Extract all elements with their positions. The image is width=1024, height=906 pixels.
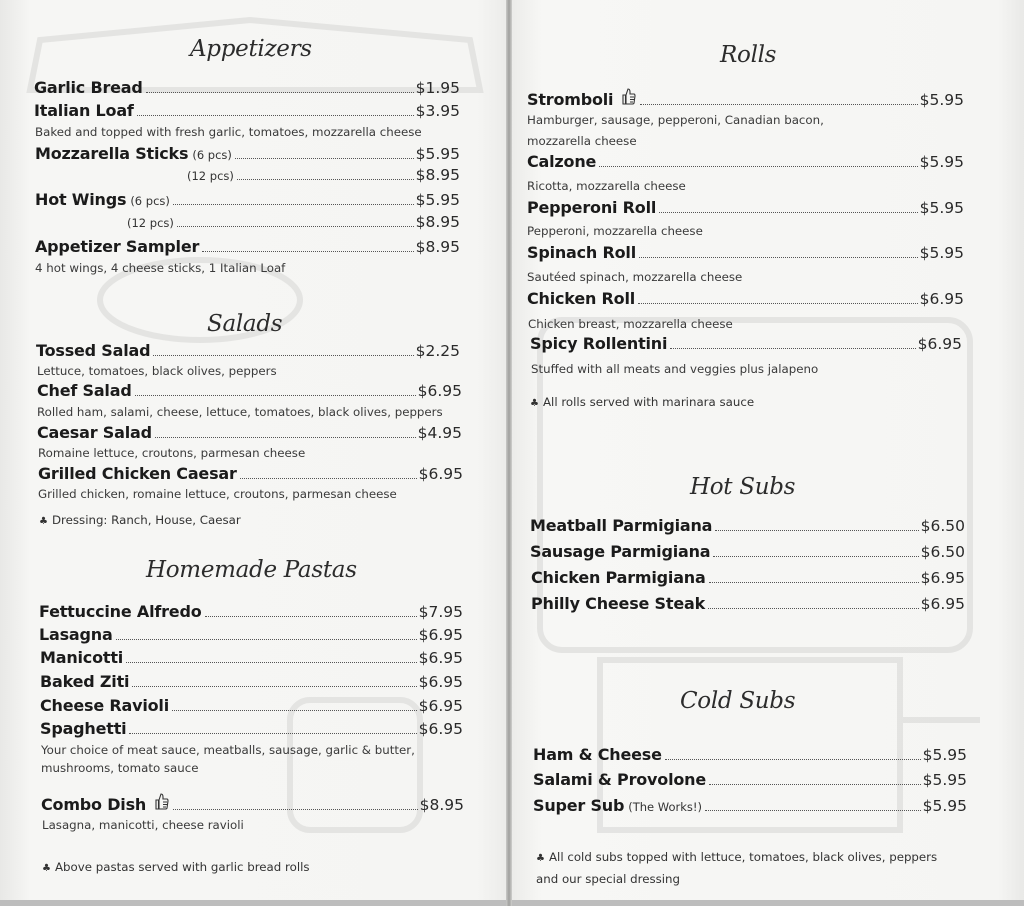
- leader-dots: [173, 809, 418, 810]
- item-name: Lasagna: [39, 625, 113, 644]
- item-name: Super Sub: [533, 796, 625, 815]
- item-price: $6.95: [917, 335, 962, 353]
- menu-item-garlic-bread: [34, 78, 460, 97]
- leader-dots: [153, 355, 413, 356]
- item-description: Baked and topped with fresh garlic, tomatoes, mozzarella cheese: [35, 125, 422, 139]
- leader-dots: [709, 582, 919, 583]
- item-price: $6.50: [920, 517, 965, 535]
- item-description: Ricotta, mozzarella cheese: [527, 179, 686, 193]
- menu-item-sausage-parmigiana: [530, 542, 965, 561]
- leader-dots: [116, 639, 417, 640]
- menu-item-fettuccine-alfredo: [39, 602, 463, 621]
- leader-dots: [715, 530, 918, 531]
- item-name: Mozzarella Sticks: [35, 144, 189, 163]
- leader-dots: [708, 608, 919, 609]
- note-text: Above pastas served with garlic bread rolls: [54, 860, 310, 874]
- leader-dots: [137, 115, 414, 116]
- item-name: Chicken Parmigiana: [531, 568, 706, 587]
- item-qty: (12 pcs): [127, 216, 174, 230]
- leader-dots: [235, 158, 414, 159]
- leader-dots: [713, 556, 918, 557]
- item-price: $3.95: [415, 102, 460, 120]
- menu-item-appetizer-sampler: [35, 237, 460, 256]
- item-name: Manicotti: [40, 648, 124, 667]
- menu-item-manicotti: [40, 648, 463, 667]
- menu-item-italian-loaf: [34, 101, 460, 120]
- salads-note: [39, 510, 241, 532]
- item-price: $6.95: [418, 720, 463, 738]
- leader-dots: [709, 784, 921, 785]
- item-qty: (The Works!): [628, 800, 702, 814]
- item-qty: (12 pcs): [187, 169, 234, 183]
- menu-item-chef-salad: [37, 381, 462, 400]
- item-description: Lettuce, tomatoes, black olives, peppers: [37, 364, 277, 378]
- item-name: Baked Ziti: [40, 672, 130, 691]
- leader-dots: [638, 303, 918, 304]
- item-name: Tossed Salad: [36, 341, 151, 360]
- thumbs-up-icon: [153, 792, 170, 811]
- item-price: $6.95: [418, 649, 463, 667]
- rolls-note: [530, 392, 754, 414]
- item-name: Chef Salad: [37, 381, 132, 400]
- item-name: Chicken Roll: [527, 289, 636, 308]
- item-price: $5.95: [922, 746, 967, 764]
- leader-dots: [177, 226, 414, 227]
- menu-item-chicken-parmigiana: [531, 568, 965, 587]
- leader-dots: [240, 478, 417, 479]
- item-price: $5.95: [919, 199, 964, 217]
- leader-dots: [599, 166, 917, 167]
- item-description: Hamburger, sausage, pepperoni, Canadian bacon,: [527, 113, 824, 127]
- leader-dots: [172, 710, 417, 711]
- menu-item-mozzarella-sticks-large: [183, 166, 460, 184]
- leader-dots: [639, 257, 918, 258]
- item-qty: (6 pcs): [130, 194, 170, 208]
- cold-subs-heading: Cold Subs: [680, 688, 796, 714]
- item-name: Salami & Provolone: [533, 770, 707, 789]
- menu-item-meatball-parmigiana: [530, 516, 965, 535]
- leader-dots: [132, 686, 416, 687]
- item-description: 4 hot wings, 4 cheese sticks, 1 Italian Loaf: [35, 261, 286, 275]
- item-name: Garlic Bread: [34, 78, 143, 97]
- menu-item-spicy-rollentini: [530, 334, 962, 353]
- item-price: $5.95: [415, 191, 460, 209]
- menu-item-lasagna: [39, 625, 463, 644]
- menu-item-hot-wings-large: [123, 213, 460, 231]
- item-price: $8.95: [415, 238, 460, 256]
- menu-item-ham-cheese: [533, 745, 967, 764]
- item-name: Philly Cheese Steak: [531, 594, 706, 613]
- item-name: Pepperoni Roll: [527, 198, 657, 217]
- leader-dots: [173, 204, 414, 205]
- item-price: $5.95: [919, 153, 964, 171]
- leader-dots: [135, 395, 416, 396]
- item-price: $8.95: [415, 213, 460, 231]
- item-price: $7.95: [418, 603, 463, 621]
- item-price: $5.95: [922, 797, 967, 815]
- hot-subs-heading: Hot Subs: [690, 474, 796, 500]
- item-description: Lasagna, manicotti, cheese ravioli: [42, 818, 244, 832]
- item-qty: (6 pcs): [192, 148, 232, 162]
- item-description: Chicken breast, mozzarella cheese: [528, 317, 733, 331]
- item-name: Italian Loaf: [34, 101, 134, 120]
- rolls-heading: Rolls: [720, 42, 777, 68]
- item-description: Pepperoni, mozzarella cheese: [527, 224, 703, 238]
- item-price: $6.95: [418, 697, 463, 715]
- item-name: Sausage Parmigiana: [530, 542, 711, 561]
- pastas-note: [42, 857, 310, 879]
- pastas-heading: Homemade Pastas: [146, 557, 357, 583]
- leader-dots: [659, 212, 917, 213]
- note-text: All cold subs topped with lettuce, tomatoes, black olives, peppers: [548, 850, 938, 864]
- item-price: $5.95: [919, 244, 964, 262]
- item-name: Ham & Cheese: [533, 745, 662, 764]
- item-price: $6.95: [418, 626, 463, 644]
- leader-dots: [705, 810, 921, 811]
- club-suit-icon: ♣: [42, 863, 51, 874]
- item-description: Stuffed with all meats and veggies plus jalapeno: [531, 362, 819, 376]
- item-name: Calzone: [527, 152, 597, 171]
- item-price: $5.95: [919, 91, 964, 109]
- item-price: $8.95: [419, 796, 464, 814]
- note-text: Dressing: Ranch, House, Caesar: [51, 513, 241, 527]
- menu-item-combo-dish: [41, 792, 464, 814]
- item-price: $6.95: [418, 465, 463, 483]
- appetizers-heading: Appetizers: [190, 36, 312, 62]
- item-price: $6.50: [920, 543, 965, 561]
- item-name: Hot Wings: [35, 190, 127, 209]
- item-price: $6.95: [920, 595, 965, 613]
- leader-dots: [640, 104, 917, 105]
- item-name: Spinach Roll: [527, 243, 636, 262]
- club-suit-icon: ♣: [536, 853, 545, 864]
- item-description: Sautéed spinach, mozzarella cheese: [527, 270, 743, 284]
- cold-subs-note: [536, 847, 937, 889]
- leader-dots: [665, 759, 921, 760]
- menu-item-tossed-salad: [36, 341, 460, 360]
- item-name: Combo Dish: [41, 795, 147, 814]
- item-name: Stromboli: [527, 90, 614, 109]
- item-price: $1.95: [415, 79, 460, 97]
- menu-item-cheese-ravioli: [40, 696, 463, 715]
- thumbs-up-icon: [620, 87, 637, 106]
- leader-dots: [205, 616, 417, 617]
- item-description: Rolled ham, salami, cheese, lettuce, tomatoes, black olives, peppers: [37, 405, 443, 419]
- leader-dots: [670, 348, 915, 349]
- item-price: $6.95: [920, 569, 965, 587]
- item-price: $5.95: [922, 771, 967, 789]
- menu-item-philly-cheese-steak: [531, 594, 965, 613]
- menu-item-mozzarella-sticks: [35, 144, 460, 163]
- note-text: All rolls served with marinara sauce: [542, 395, 755, 409]
- menu-item-salami-provolone: [533, 770, 967, 789]
- item-description: Your choice of meat sauce, meatballs, sausage, garlic & butter,: [41, 743, 415, 757]
- leader-dots: [129, 733, 416, 734]
- item-price: $8.95: [415, 166, 460, 184]
- item-name: Grilled Chicken Caesar: [38, 464, 237, 483]
- menu-item-stromboli: [527, 87, 964, 109]
- menu-item-caesar-salad: [37, 423, 462, 442]
- item-description: mushrooms, tomato sauce: [41, 761, 199, 775]
- menu-item-spaghetti: [40, 719, 463, 738]
- item-price: $2.25: [415, 342, 460, 360]
- item-price: $5.95: [415, 145, 460, 163]
- leader-dots: [202, 251, 413, 252]
- item-price: $4.95: [417, 424, 462, 442]
- item-name: Meatball Parmigiana: [530, 516, 713, 535]
- item-price: $6.95: [417, 382, 462, 400]
- menu-item-baked-ziti: [40, 672, 463, 691]
- leader-dots: [146, 92, 414, 93]
- menu-item-grilled-chicken-caesar: [38, 464, 463, 483]
- item-description: Romaine lettuce, croutons, parmesan cheese: [38, 446, 306, 460]
- leader-dots: [237, 179, 414, 180]
- salads-heading: Salads: [207, 311, 283, 337]
- menu-item-pepperoni-roll: [527, 198, 964, 217]
- leader-dots: [155, 437, 416, 438]
- item-name: Appetizer Sampler: [35, 237, 200, 256]
- item-description: Grilled chicken, romaine lettuce, croutons, parmesan cheese: [38, 487, 397, 501]
- menu-item-hot-wings: [35, 190, 460, 209]
- item-price: $6.95: [418, 673, 463, 691]
- item-price: $6.95: [919, 290, 964, 308]
- leader-dots: [126, 662, 417, 663]
- item-description: mozzarella cheese: [527, 134, 637, 148]
- item-name: Fettuccine Alfredo: [39, 602, 202, 621]
- menu-item-calzone: [527, 152, 964, 171]
- note-text-2: and our special dressing: [536, 872, 681, 886]
- menu-item-chicken-roll: [527, 289, 964, 308]
- item-name: Spicy Rollentini: [530, 334, 668, 353]
- club-suit-icon: ♣: [39, 516, 48, 527]
- club-suit-icon: ♣: [530, 398, 539, 409]
- item-name: Caesar Salad: [37, 423, 152, 442]
- item-name: Spaghetti: [40, 719, 127, 738]
- menu-item-spinach-roll: [527, 243, 964, 262]
- item-name: Cheese Ravioli: [40, 696, 169, 715]
- menu-item-super-sub: [533, 796, 967, 815]
